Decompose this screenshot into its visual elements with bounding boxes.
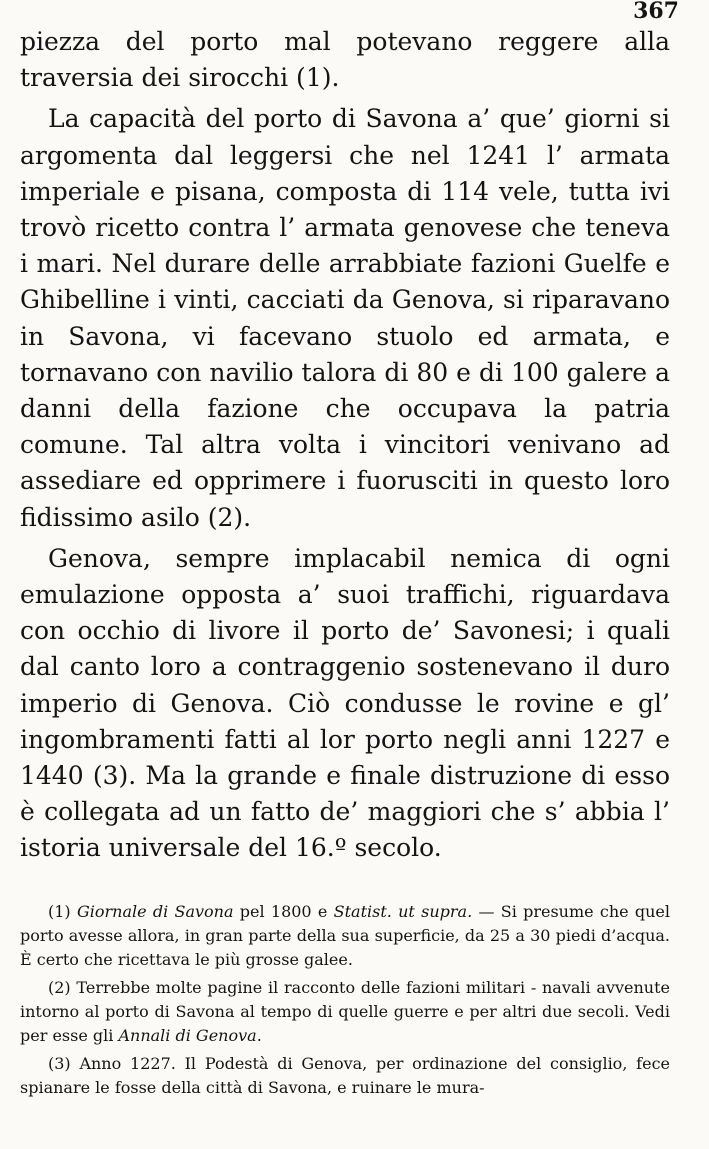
footnote-1-text-a: pel 1800 e [233,902,334,921]
footnote-2-italic-ref: Annali di Genova [118,1026,257,1045]
footnotes [20,900,670,1104]
footnote-1-italic-ref: Statist. ut supra. [333,902,473,921]
footnote-3-text: Anno 1227. Il Podestà di Genova, per ordinazione del consiglio, fece spianare le fosse della città di Savona, e ruinare le mura- [20,1054,670,1097]
footnote-2-marker: (2) [48,978,71,997]
footnote-1-italic-source: Giornale di Savona [76,902,234,921]
footnote-3-marker: (3) [48,1054,71,1073]
paragraph-2: La capacità del porto di Savona a’ que’ giorni si argomenta dal leggersi che nel 1241 l’ armata imperiale e pisana, composta di 114 vele, tutta ivi trovò ricetto contra l’ armata genovese che teneva i mari. Nel durare delle arrabbiate fazioni Guelfe e Ghibelline i vinti, cacciati da Genova, si riparavano in Savona, vi facevano stuolo ed armata, e tornavano con navilio talora di 80 e di 100 galere a danni della fazione che occupava la patria comune. Tal altra volta i vincitori venivano ad assediare ed opprimere i fuorusciti in questo loro fidissimo asilo (2). [20,104,670,532]
paragraph-1: piezza del porto mal potevano reggere alla traversia dei sirocchi (1). [20,27,670,93]
footnote-1-text-b: — Si presume che quel porto avesse allora, in gran parte della sua superficie, da 25 a 30 piedi d’acqua. È certo che ricettava le più grosse galee. [20,902,671,969]
footnote-2 [20,976,670,1048]
footnote-1 [20,900,670,972]
footnote-2-text-b: . [256,1026,262,1045]
footnote-3 [20,1052,670,1100]
footnote-2-text-a: Terrebbe molte pagine il racconto delle fazioni militari - navali avvenute intorno al porto di Savona al tempo di quelle guerre e per altri due secoli. Vedi per esse gli [20,978,670,1045]
paragraph-3: Genova, sempre implacabil nemica di ogni emulazione opposta a’ suoi traffichi, riguardava con occhio di livore il porto de’ Savonesi; i quali dal canto loro a contraggenio sostenevano il duro imperio di Genova. Ciò condusse le rovine e gl’ ingombramenti fatti al lor porto negli anni 1227 e 1440 (3). Ma la grande e finale distruzione di esso è collegata ad un fatto de’ maggiori che s’ abbia l’ istoria universale del 16.º secolo. [20,543,670,863]
footnote-1-marker: (1) [48,902,71,921]
page-number: 367 [633,0,679,24]
main-text [20,24,670,867]
